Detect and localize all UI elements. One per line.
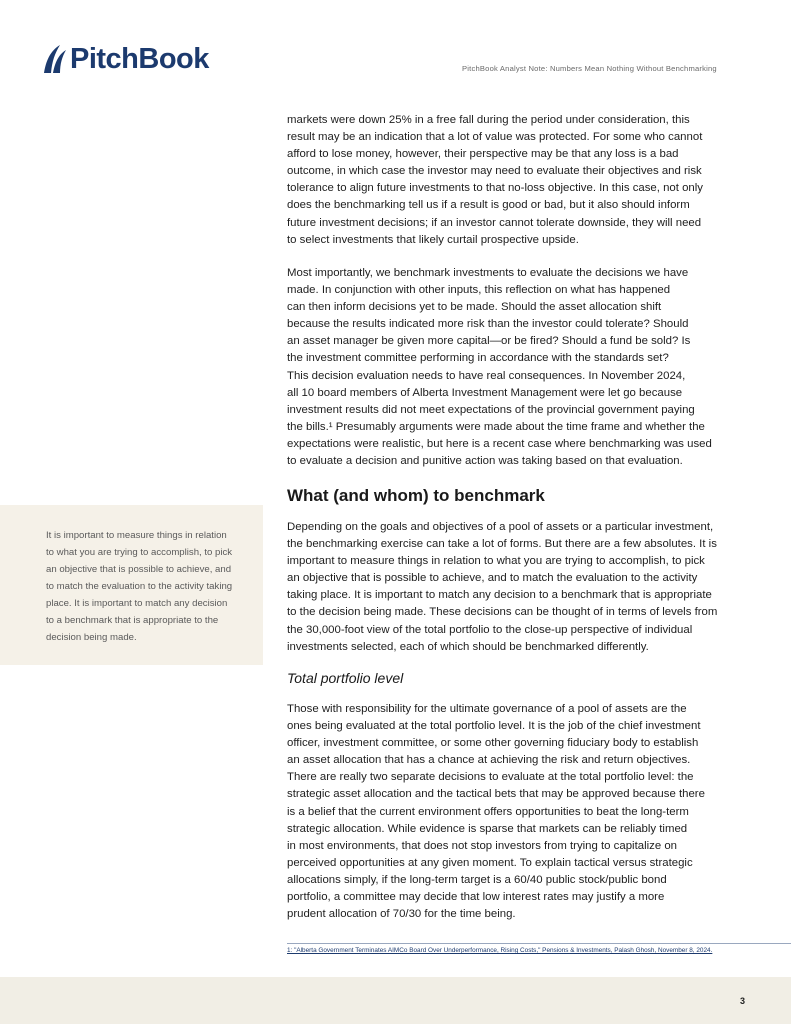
paragraph-4-line: ones being evaluated at the total portfolio level. It is the job of the chief investment: [287, 720, 701, 733]
paragraph-4-line: in most environments, that does not stop investors from trying to capitalize on: [287, 839, 678, 852]
brand-name: PitchBook: [70, 42, 209, 75]
paragraph-3: [287, 519, 749, 656]
page-number: 3: [739, 996, 745, 1006]
paragraph-3-line: investments selected, each of which should be benchmarked differently.: [287, 640, 649, 653]
section-heading: What (and whom) to benchmark: [287, 486, 545, 505]
pull-quote-line: an objective that is possible to achieve, and: [46, 564, 232, 575]
paragraph-3-line: to the decision being made. These decisions can be thought of in terms of levels from: [287, 606, 718, 619]
paragraph-1-line: future investment decisions; if an investor cannot tolerate downside, they will need: [287, 216, 702, 229]
pull-quote-line: It is important to measure things in relation: [46, 530, 227, 541]
pitchbook-logo: [40, 42, 209, 76]
paragraph-2-line: Most importantly, we benchmark investments to evaluate the decisions we have: [287, 267, 689, 279]
paragraph-4-line: Those with responsibility for the ultimate governance of a pool of assets are the: [287, 703, 687, 715]
paragraph-1-line: tolerance to align future investments to that no-loss objective. In this case, not only: [287, 182, 703, 195]
paragraph-1-line: to select investments that likely curtail prospective upside.: [287, 233, 579, 246]
pull-quote: [0, 505, 263, 665]
paragraph-4-line: strategic asset allocation and the tactical bets that may be approved because there: [287, 788, 705, 801]
paragraph-2-line: expectations were realistic, but here is a recent case where benchmarking was used: [287, 437, 712, 450]
paragraph-4-line: is a belief that the current environment offers opportunities to beat the long-term: [287, 805, 689, 818]
paragraph-3-line: the benchmarking exercise can take a lot of forms. But there are a few absolutes. It is: [287, 538, 717, 551]
footnote-divider: [287, 943, 791, 944]
paragraph-3-line: Depending on the goals and objectives of a pool of assets or a particular investment,: [287, 521, 714, 533]
pull-quote-line: decision being made.: [46, 632, 137, 643]
paragraph-4-line: perceived opportunities at any given moment. To explain tactical versus strategic: [287, 856, 693, 869]
paragraph-1-line: markets were down 25% in a free fall during the period under consideration, this: [287, 114, 690, 126]
pull-quote-line: to what you are trying to accomplish, to pick: [46, 547, 233, 558]
paragraph-3-line: the 30,000-foot view of the total portfolio to the close-up perspective of individual: [287, 623, 693, 636]
paragraph-1-line: does the benchmarking tell us if a result is good or bad, but it also should inform: [287, 199, 690, 212]
footnote-link[interactable]: 1: "Alberta Government Terminates AIMCo Board Over Underperformance, Rising Costs," Pensions & Investments, Palash Ghosh, November 8, 2024.: [287, 947, 713, 954]
paragraph-2: [287, 265, 749, 470]
paragraph-3-line: taking place. It is important to match any decision to a benchmark that is appropriate: [287, 589, 712, 602]
paragraph-1-line: afford to lose money, however, their perspective may be that any loss is a bad: [287, 148, 679, 161]
pull-quote-text: [46, 527, 246, 646]
subsection-heading: Total portfolio level: [287, 670, 404, 686]
paragraph-2-line: because the results indicated more risk than the investor could tolerate? Should: [287, 318, 689, 331]
header-note: PitchBook Analyst Note: Numbers Mean Nothing Without Benchmarking: [462, 64, 717, 73]
paragraph-2-line: made. In conjunction with other inputs, this reflection on what has happened: [287, 284, 671, 297]
paragraph-4: [287, 701, 749, 923]
pull-quote-line: to a benchmark that is appropriate to the: [46, 615, 219, 626]
paragraph-4-line: allocations simply, if the long-term target is a 60/40 public stock/public bond: [287, 873, 667, 886]
paragraph-2-line: can then inform decisions yet to be made. Should the asset allocation shift: [287, 301, 662, 314]
paragraph-2-line: to evaluate a decision and punitive action was taking based on that evaluation.: [287, 455, 683, 468]
paragraph-4-line: officer, investment committee, or some other governing fiduciary body to establish: [287, 737, 699, 750]
paragraph-4-line: an asset allocation that has a chance at achieving the risk and return objectives.: [287, 754, 691, 767]
paragraph-3-line: important to measure things in relation to what you are trying to accomplish, to pick: [287, 555, 705, 568]
paragraph-2-line: the investment committee performing in accordance with the standards set?: [287, 352, 669, 365]
paragraph-3-line: an objective that is possible to achieve, and to match the evaluation to the activity: [287, 572, 698, 585]
paragraph-1-line: result may be an indication that a lot of value was protected. For some who cannot: [287, 131, 703, 144]
paragraph-4-line: portfolio, a committee may decide that low interest rates may justify a more: [287, 891, 665, 904]
paragraph-1: [287, 112, 749, 249]
paragraph-4-line: There are really two separate decisions to evaluate at the total portfolio level: the: [287, 771, 694, 784]
footer-band: [0, 977, 791, 1024]
pull-quote-line: place. It is important to match any decision: [46, 598, 228, 609]
pull-quote-line: to match the evaluation to the activity taking: [46, 581, 233, 592]
pitchbook-logo-icon: [40, 43, 68, 75]
paragraph-2-line: This decision evaluation needs to have real consequences. In November 2024,: [287, 369, 686, 382]
paragraph-2-line: the bills.¹ Presumably arguments were made about the time frame and whether the: [287, 420, 705, 433]
paragraph-1-line: outcome, in which case the investor may need to evaluate their objectives and risk: [287, 165, 702, 178]
paragraph-2-line: an asset manager be given more capital—or be fired? Should a fund be sold? Is: [287, 335, 691, 348]
paragraph-2-line: investment results did not meet expectations of the provincial government paying: [287, 403, 695, 416]
paragraph-4-line: strategic allocation. While evidence is sparse that markets can be reliably timed: [287, 822, 688, 835]
paragraph-4-line: prudent allocation of 70/30 for the time being.: [287, 908, 516, 921]
paragraph-2-line: all 10 board members of Alberta Investment Management were let go because: [287, 386, 683, 399]
